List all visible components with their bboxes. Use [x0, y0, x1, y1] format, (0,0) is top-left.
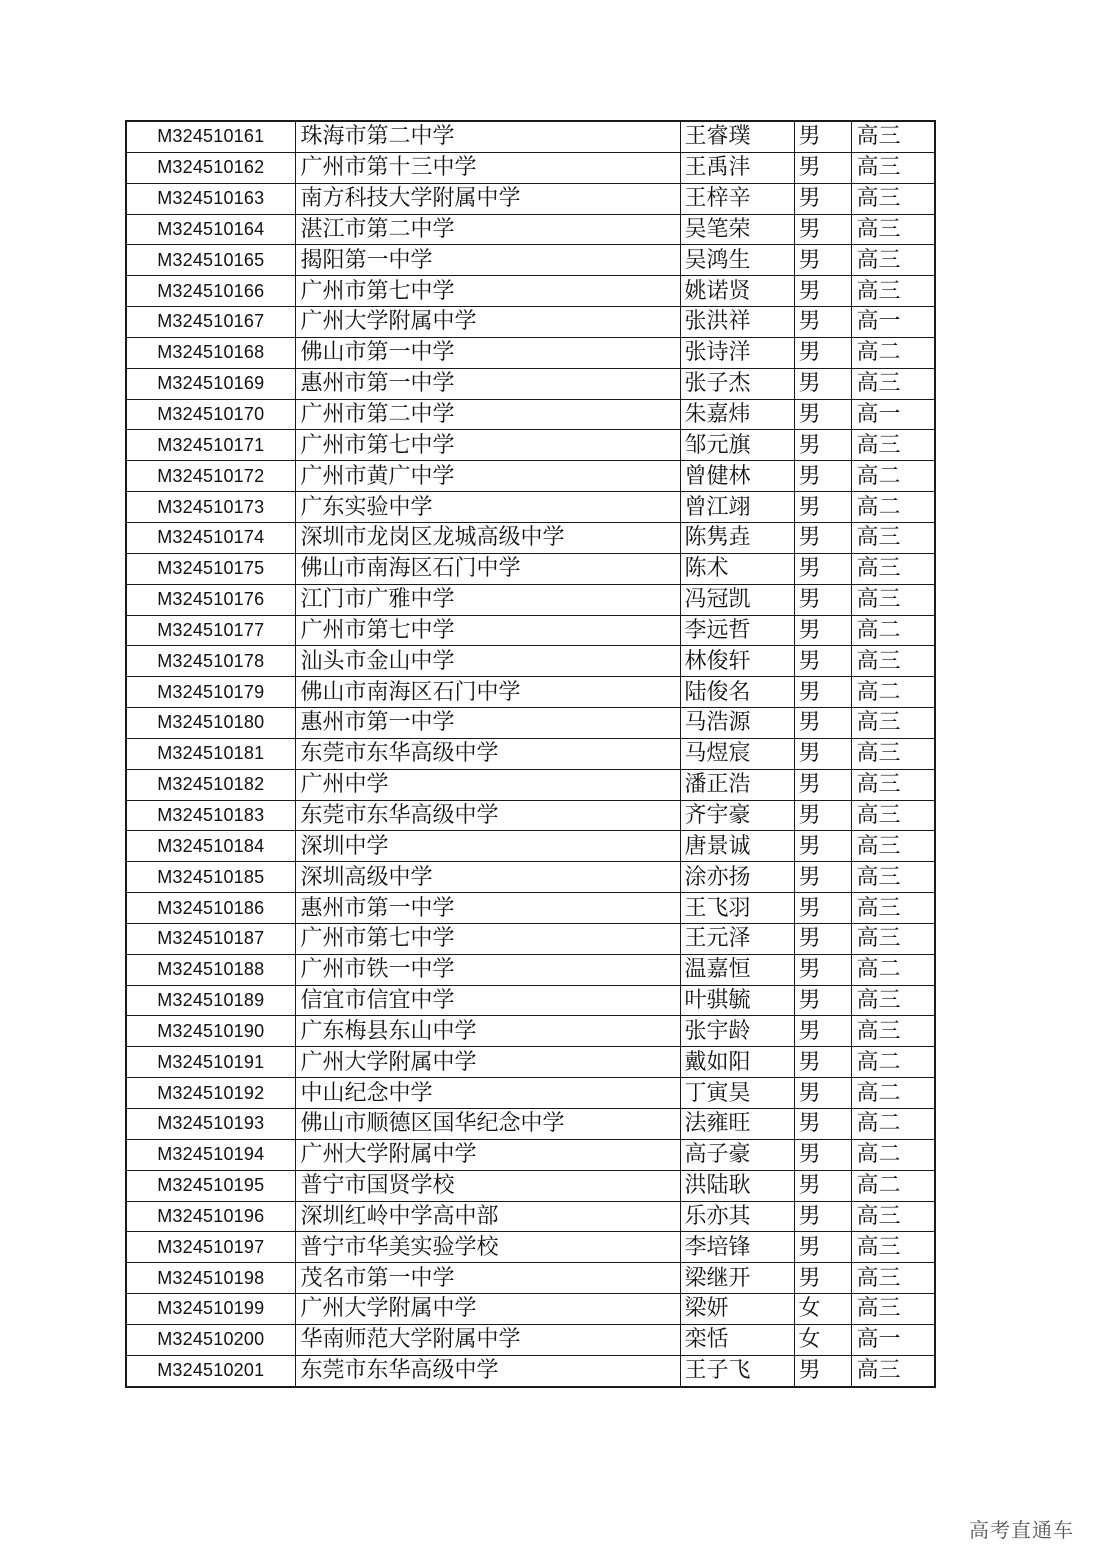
student-id-cell: M324510179 [126, 677, 295, 708]
table-row [126, 307, 935, 338]
student-id-cell: M324510190 [126, 1016, 295, 1047]
grade-cell: 高二 [851, 492, 935, 523]
school-cell: 华南师范大学附属中学 [295, 1324, 680, 1355]
student-name-cell: 马煜宸 [680, 738, 794, 769]
school-cell: 东莞市东华高级中学 [295, 800, 680, 831]
student-id-cell: M324510195 [126, 1170, 295, 1201]
grade-cell: 高二 [851, 677, 935, 708]
school-cell: 广东实验中学 [295, 492, 680, 523]
school-cell: 惠州市第一中学 [295, 893, 680, 924]
table-row [126, 677, 935, 708]
grade-cell: 高三 [851, 368, 935, 399]
table-row [126, 214, 935, 245]
school-cell: 佛山市顺德区国华纪念中学 [295, 1109, 680, 1140]
student-name-cell: 陈隽垚 [680, 522, 794, 553]
gender-cell: 男 [794, 893, 851, 924]
student-name-cell: 李培锋 [680, 1232, 794, 1263]
school-cell: 珠海市第二中学 [295, 121, 680, 152]
school-cell: 中山纪念中学 [295, 1078, 680, 1109]
school-cell: 广州大学附属中学 [295, 307, 680, 338]
gender-cell: 男 [794, 738, 851, 769]
student-id-cell: M324510176 [126, 584, 295, 615]
student-name-cell: 丁寅昊 [680, 1078, 794, 1109]
gender-cell: 男 [794, 1232, 851, 1263]
table-row [126, 337, 935, 368]
gender-cell: 男 [794, 245, 851, 276]
gender-cell: 男 [794, 214, 851, 245]
student-name-cell: 潘正浩 [680, 769, 794, 800]
student-roster-table [125, 120, 936, 1388]
gender-cell: 男 [794, 677, 851, 708]
student-id-cell: M324510172 [126, 461, 295, 492]
grade-cell: 高一 [851, 399, 935, 430]
school-cell: 揭阳第一中学 [295, 245, 680, 276]
gender-cell: 男 [794, 368, 851, 399]
table-row [126, 430, 935, 461]
student-id-cell: M324510173 [126, 492, 295, 523]
student-id-cell: M324510165 [126, 245, 295, 276]
student-name-cell: 王禹沣 [680, 152, 794, 183]
grade-cell: 高二 [851, 1170, 935, 1201]
school-cell: 广州大学附属中学 [295, 1294, 680, 1325]
student-id-cell: M324510196 [126, 1201, 295, 1232]
student-id-cell: M324510188 [126, 954, 295, 985]
grade-cell: 高三 [851, 430, 935, 461]
student-name-cell: 姚诺贤 [680, 276, 794, 307]
student-id-cell: M324510166 [126, 276, 295, 307]
student-name-cell: 涂亦扬 [680, 862, 794, 893]
gender-cell: 男 [794, 862, 851, 893]
grade-cell: 高三 [851, 893, 935, 924]
watermark-text: 高考直通车 [969, 1518, 1074, 1542]
school-cell: 深圳高级中学 [295, 862, 680, 893]
gender-cell: 男 [794, 646, 851, 677]
student-name-cell: 吴鸿生 [680, 245, 794, 276]
table-row [126, 769, 935, 800]
grade-cell: 高三 [851, 1263, 935, 1294]
student-name-cell: 冯冠凯 [680, 584, 794, 615]
student-name-cell: 曾江翊 [680, 492, 794, 523]
grade-cell: 高三 [851, 708, 935, 739]
student-name-cell: 林俊轩 [680, 646, 794, 677]
gender-cell: 男 [794, 985, 851, 1016]
student-id-cell: M324510197 [126, 1232, 295, 1263]
grade-cell: 高三 [851, 152, 935, 183]
student-id-cell: M324510171 [126, 430, 295, 461]
school-cell: 普宁市华美实验学校 [295, 1232, 680, 1263]
school-cell: 广州大学附属中学 [295, 1047, 680, 1078]
student-name-cell: 张洪祥 [680, 307, 794, 338]
student-id-cell: M324510201 [126, 1355, 295, 1386]
school-cell: 江门市广雅中学 [295, 584, 680, 615]
grade-cell: 高二 [851, 1078, 935, 1109]
school-cell: 广东梅县东山中学 [295, 1016, 680, 1047]
table-row [126, 368, 935, 399]
student-id-cell: M324510183 [126, 800, 295, 831]
student-id-cell: M324510180 [126, 708, 295, 739]
table-row [126, 1139, 935, 1170]
school-cell: 东莞市东华高级中学 [295, 738, 680, 769]
gender-cell: 男 [794, 1109, 851, 1140]
grade-cell: 高二 [851, 461, 935, 492]
gender-cell: 男 [794, 831, 851, 862]
student-id-cell: M324510167 [126, 307, 295, 338]
gender-cell: 男 [794, 769, 851, 800]
student-name-cell: 戴如阳 [680, 1047, 794, 1078]
student-name-cell: 王睿璞 [680, 121, 794, 152]
student-name-cell: 乐亦其 [680, 1201, 794, 1232]
grade-cell: 高三 [851, 553, 935, 584]
gender-cell: 男 [794, 492, 851, 523]
student-id-cell: M324510191 [126, 1047, 295, 1078]
grade-cell: 高三 [851, 831, 935, 862]
school-cell: 佛山市南海区石门中学 [295, 553, 680, 584]
grade-cell: 高三 [851, 923, 935, 954]
table-row [126, 522, 935, 553]
school-cell: 广州大学附属中学 [295, 1139, 680, 1170]
gender-cell: 男 [794, 1355, 851, 1386]
gender-cell: 男 [794, 615, 851, 646]
student-name-cell: 唐景诚 [680, 831, 794, 862]
gender-cell: 男 [794, 276, 851, 307]
gender-cell: 男 [794, 923, 851, 954]
grade-cell: 高二 [851, 1109, 935, 1140]
school-cell: 广州市第七中学 [295, 923, 680, 954]
school-cell: 广州市黄广中学 [295, 461, 680, 492]
gender-cell: 男 [794, 307, 851, 338]
table-row [126, 831, 935, 862]
grade-cell: 高二 [851, 1047, 935, 1078]
gender-cell: 男 [794, 1170, 851, 1201]
table-row [126, 121, 935, 152]
table-row [126, 1109, 935, 1140]
grade-cell: 高三 [851, 1201, 935, 1232]
gender-cell: 男 [794, 800, 851, 831]
school-cell: 南方科技大学附属中学 [295, 183, 680, 214]
grade-cell: 高三 [851, 985, 935, 1016]
school-cell: 广州市第七中学 [295, 276, 680, 307]
student-name-cell: 吴笔荣 [680, 214, 794, 245]
student-id-cell: M324510178 [126, 646, 295, 677]
student-id-cell: M324510168 [126, 337, 295, 368]
gender-cell: 男 [794, 1139, 851, 1170]
grade-cell: 高三 [851, 800, 935, 831]
student-id-cell: M324510182 [126, 769, 295, 800]
grade-cell: 高三 [851, 862, 935, 893]
student-id-cell: M324510199 [126, 1294, 295, 1325]
gender-cell: 男 [794, 1047, 851, 1078]
table-row [126, 862, 935, 893]
gender-cell: 男 [794, 399, 851, 430]
grade-cell: 高三 [851, 276, 935, 307]
table-row [126, 708, 935, 739]
school-cell: 广州市第七中学 [295, 615, 680, 646]
student-id-cell: M324510181 [126, 738, 295, 769]
grade-cell: 高三 [851, 214, 935, 245]
gender-cell: 男 [794, 1016, 851, 1047]
table-row [126, 1016, 935, 1047]
grade-cell: 高二 [851, 615, 935, 646]
table-row [126, 152, 935, 183]
gender-cell: 男 [794, 183, 851, 214]
student-name-cell: 梁继开 [680, 1263, 794, 1294]
student-name-cell: 陈术 [680, 553, 794, 584]
gender-cell: 男 [794, 954, 851, 985]
student-id-cell: M324510162 [126, 152, 295, 183]
student-name-cell: 李远哲 [680, 615, 794, 646]
table-row [126, 1355, 935, 1386]
grade-cell: 高三 [851, 1294, 935, 1325]
school-cell: 汕头市金山中学 [295, 646, 680, 677]
school-cell: 广州中学 [295, 769, 680, 800]
gender-cell: 男 [794, 708, 851, 739]
table-row [126, 1294, 935, 1325]
gender-cell: 男 [794, 461, 851, 492]
table-row [126, 1232, 935, 1263]
grade-cell: 高二 [851, 337, 935, 368]
student-name-cell: 温嘉恒 [680, 954, 794, 985]
student-id-cell: M324510161 [126, 121, 295, 152]
grade-cell: 高三 [851, 245, 935, 276]
student-name-cell: 朱嘉炜 [680, 399, 794, 430]
table-row [126, 954, 935, 985]
student-name-cell: 高子豪 [680, 1139, 794, 1170]
school-cell: 普宁市国贤学校 [295, 1170, 680, 1201]
student-name-cell: 法雍旺 [680, 1109, 794, 1140]
student-id-cell: M324510175 [126, 553, 295, 584]
school-cell: 深圳市龙岗区龙城高级中学 [295, 522, 680, 553]
table-row [126, 738, 935, 769]
gender-cell: 男 [794, 337, 851, 368]
gender-cell: 男 [794, 1201, 851, 1232]
school-cell: 信宜市信宜中学 [295, 985, 680, 1016]
school-cell: 佛山市第一中学 [295, 337, 680, 368]
gender-cell: 男 [794, 1263, 851, 1294]
school-cell: 深圳中学 [295, 831, 680, 862]
student-id-cell: M324510170 [126, 399, 295, 430]
gender-cell: 男 [794, 121, 851, 152]
student-name-cell: 陆俊名 [680, 677, 794, 708]
grade-cell: 高三 [851, 121, 935, 152]
grade-cell: 高二 [851, 954, 935, 985]
school-cell: 惠州市第一中学 [295, 368, 680, 399]
student-id-cell: M324510169 [126, 368, 295, 399]
student-id-cell: M324510198 [126, 1263, 295, 1294]
table-row [126, 646, 935, 677]
student-name-cell: 王梓辛 [680, 183, 794, 214]
gender-cell: 男 [794, 152, 851, 183]
table-row [126, 893, 935, 924]
gender-cell: 男 [794, 584, 851, 615]
grade-cell: 高三 [851, 1016, 935, 1047]
student-name-cell: 洪陆耿 [680, 1170, 794, 1201]
student-id-cell: M324510192 [126, 1078, 295, 1109]
student-name-cell: 梁妍 [680, 1294, 794, 1325]
roster-body [126, 121, 935, 1387]
student-id-cell: M324510164 [126, 214, 295, 245]
student-id-cell: M324510174 [126, 522, 295, 553]
student-name-cell: 马浩源 [680, 708, 794, 739]
school-cell: 东莞市东华高级中学 [295, 1355, 680, 1386]
student-id-cell: M324510194 [126, 1139, 295, 1170]
gender-cell: 男 [794, 1078, 851, 1109]
grade-cell: 高三 [851, 1355, 935, 1386]
student-id-cell: M324510193 [126, 1109, 295, 1140]
grade-cell: 高二 [851, 1139, 935, 1170]
table-row [126, 584, 935, 615]
student-name-cell: 齐宇豪 [680, 800, 794, 831]
grade-cell: 高三 [851, 183, 935, 214]
gender-cell: 女 [794, 1324, 851, 1355]
school-cell: 广州市第二中学 [295, 399, 680, 430]
table-row [126, 985, 935, 1016]
student-id-cell: M324510186 [126, 893, 295, 924]
grade-cell: 高三 [851, 646, 935, 677]
grade-cell: 高三 [851, 1232, 935, 1263]
table-row [126, 492, 935, 523]
table-row [126, 923, 935, 954]
school-cell: 茂名市第一中学 [295, 1263, 680, 1294]
student-name-cell: 张诗洋 [680, 337, 794, 368]
table-row [126, 245, 935, 276]
grade-cell: 高三 [851, 584, 935, 615]
gender-cell: 男 [794, 553, 851, 584]
student-id-cell: M324510185 [126, 862, 295, 893]
student-name-cell: 邹元旗 [680, 430, 794, 461]
grade-cell: 高三 [851, 738, 935, 769]
student-name-cell: 张子杰 [680, 368, 794, 399]
table-row [126, 553, 935, 584]
table-row [126, 276, 935, 307]
table-row [126, 461, 935, 492]
student-name-cell: 曾健林 [680, 461, 794, 492]
table-row [126, 1047, 935, 1078]
table-row [126, 183, 935, 214]
student-name-cell: 张宇龄 [680, 1016, 794, 1047]
student-name-cell: 王元泽 [680, 923, 794, 954]
school-cell: 广州市铁一中学 [295, 954, 680, 985]
table-row [126, 1201, 935, 1232]
school-cell: 广州市第七中学 [295, 430, 680, 461]
gender-cell: 男 [794, 430, 851, 461]
school-cell: 湛江市第二中学 [295, 214, 680, 245]
grade-cell: 高一 [851, 307, 935, 338]
school-cell: 广州市第十三中学 [295, 152, 680, 183]
table-row [126, 1170, 935, 1201]
student-id-cell: M324510189 [126, 985, 295, 1016]
student-name-cell: 王飞羽 [680, 893, 794, 924]
table-row [126, 1263, 935, 1294]
gender-cell: 男 [794, 522, 851, 553]
student-name-cell: 栾恬 [680, 1324, 794, 1355]
table-row [126, 1078, 935, 1109]
grade-cell: 高一 [851, 1324, 935, 1355]
student-name-cell: 叶骐毓 [680, 985, 794, 1016]
student-id-cell: M324510177 [126, 615, 295, 646]
student-id-cell: M324510184 [126, 831, 295, 862]
student-name-cell: 王子飞 [680, 1355, 794, 1386]
grade-cell: 高三 [851, 522, 935, 553]
student-id-cell: M324510187 [126, 923, 295, 954]
student-id-cell: M324510200 [126, 1324, 295, 1355]
table-row [126, 1324, 935, 1355]
school-cell: 深圳红岭中学高中部 [295, 1201, 680, 1232]
table-row [126, 615, 935, 646]
student-id-cell: M324510163 [126, 183, 295, 214]
school-cell: 惠州市第一中学 [295, 708, 680, 739]
table-row [126, 800, 935, 831]
gender-cell: 女 [794, 1294, 851, 1325]
table-row [126, 399, 935, 430]
grade-cell: 高三 [851, 769, 935, 800]
school-cell: 佛山市南海区石门中学 [295, 677, 680, 708]
